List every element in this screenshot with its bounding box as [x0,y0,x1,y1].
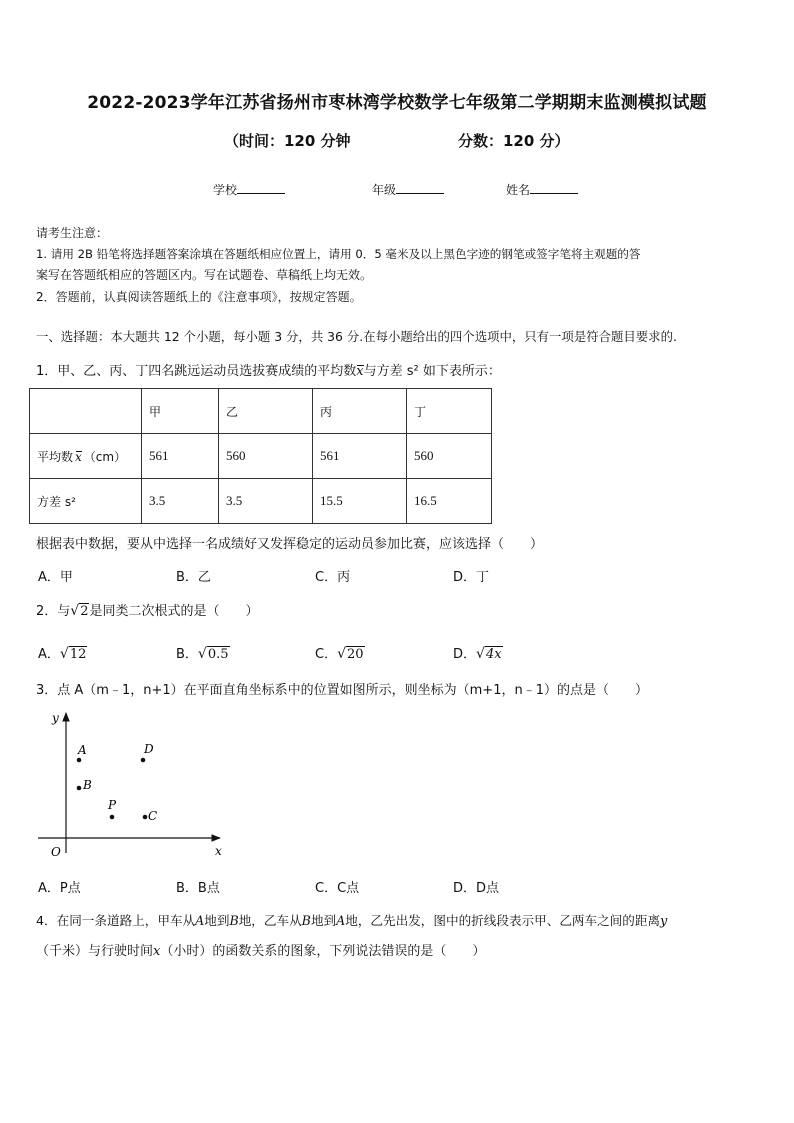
q1-followup: 根据表中数据，要从中选择一名成绩好又发挥稳定的运动员参加比赛，应该选择（ ） [36,537,544,552]
school-label: 学校 [213,183,238,197]
option-sqrt [476,646,503,662]
school-blank [237,182,285,194]
point-c-label: C [148,809,158,823]
q4-var-a: A [336,913,346,928]
notice-item1-line2: 案写在答题纸相应的答题区内。写在试题卷、草稿纸上均无效。 [36,268,373,282]
q4-text: 地到 [204,913,230,928]
radical-sign: √ [197,646,207,662]
point-a-label: A [78,743,87,757]
section-heading: 一、选择题：本大题共 12 个小题，每小题 3 分，共 36 分.在每小题给出的四个选项中，只有一项是符合题目要求的. [36,329,677,344]
name-field [506,181,578,198]
table-cell: 3.5 [219,479,313,524]
q2-stem-b: 是同类二次根式的是（ ） [89,604,259,619]
q1-option-c: C．丙 [315,570,351,585]
q3-option-b: B．B点 [176,881,220,896]
table-cell: 560 [219,434,313,479]
q1-option-a: A．甲 [38,570,73,585]
x-axis-label: x [215,844,222,858]
table-cell: 560 [407,434,492,479]
q1-option-b: B．乙 [176,570,211,585]
q4-text: 地到 [310,913,337,928]
radicand: 4x [485,647,502,662]
table-row [30,389,492,434]
option-label: A． [38,647,60,662]
q1-option-d: D．丁 [453,570,490,585]
point-d-label: D [144,742,154,756]
q3-option-c: C．C点 [315,881,360,896]
row-label-variance: 方差 s² [30,479,142,524]
q3-stem: 3．点 A（m﹣1，n+1）在平面直角坐标系中的位置如图所示，则坐标为（m+1，n﹣1）的点是（ ） [36,683,648,698]
q2-option-b [176,643,230,662]
q1-stem-xbar: x [356,364,364,379]
q4-var-b: B [301,913,311,928]
grade-label: 年级 [372,183,397,197]
option-label: B． [176,647,198,662]
q1-stem-a: 1．甲、乙、丙、丁四名跳远运动员选拔赛成绩的平均数 [36,364,357,379]
q4-text: 地，乙先出发，图中的折线段表示甲、乙两车之间的距离 [345,913,661,928]
notice-item2: 2．答题前，认真阅读答题纸上的《注意事项》，按规定答题。 [36,290,362,304]
row-label-mean-xbar: x [75,449,82,464]
radical-sign: √ [59,646,69,662]
q4-var-y: y [660,913,668,928]
point-b-label: B [83,778,92,792]
option-sqrt [337,646,364,662]
q2-stem [36,600,259,619]
name-label: 姓名 [506,183,531,197]
name-blank [530,182,578,194]
q3-option-a: A．P点 [38,881,81,896]
table-cell [30,389,142,434]
q4-text: （小时）的函数关系的图象，下列说法错误的是（ ） [160,944,486,959]
table-cell: 561 [313,434,407,479]
row-label-mean [30,434,142,479]
q2-option-d [453,643,503,662]
table-row [30,434,492,479]
q2-stem-a: 2．与 [36,604,71,619]
q1-stem-b: 与方差 s² 如下表所示： [363,364,501,379]
q4-var-b: B [229,913,239,928]
q1-stem [36,360,501,379]
table-header: 丁 [407,389,492,434]
radical-sign: √ [70,603,80,619]
q4-var-x: x [153,944,161,959]
point-p-label: P [108,798,117,812]
option-sqrt [60,646,87,662]
point-b [77,786,82,791]
table-header: 丙 [313,389,407,434]
radicand: 20 [347,647,364,662]
school-field [213,181,285,198]
radicand: 12 [69,647,87,662]
option-sqrt [198,646,230,662]
q4-stem-line1 [36,910,667,929]
q3-coordinate-graph [30,705,230,865]
y-axis-label: y [52,711,59,725]
point-p [110,815,115,820]
radical-sign: √ [476,646,485,662]
point-c [143,815,148,820]
page-title: 2022-2023学年江苏省扬州市枣林湾学校数学七年级第二学期期末监测模拟试题 [87,93,707,113]
grade-field [372,181,444,198]
q4-text: 地，乙车从 [238,913,302,928]
q3-option-d: D．D点 [453,881,500,896]
row-label-mean-b: （cm） [83,449,127,464]
origin-label: O [51,845,61,859]
radical-sign: √ [337,646,346,662]
table-header: 乙 [219,389,313,434]
score-label: 分数：120 分） [458,132,570,150]
point-a [77,758,82,763]
table-row [30,479,492,524]
q2-sqrt [70,603,89,619]
q2-option-c [315,643,365,662]
row-label-mean-a: 平均数 [37,449,74,464]
q4-text: （千米）与行驶时间 [36,944,154,959]
q4-stem-line2 [36,940,485,959]
point-d [141,758,146,763]
radicand: 0.5 [207,647,229,662]
table-cell: 16.5 [407,479,492,524]
q2-option-a [38,643,87,662]
option-label: C． [315,647,338,662]
q1-table [29,388,492,524]
notice-item1-line1: 1. 请用 2B 铅笔将选择题答案涂填在答题纸相应位置上，请用 0．5 毫米及以上黑色字迹的钢笔或签字笔将主观题的答 [36,247,641,261]
notice-heading: 请考生注意： [36,226,109,240]
table-cell: 15.5 [313,479,407,524]
table-cell: 3.5 [142,479,219,524]
grade-blank [396,182,444,194]
table-header: 甲 [142,389,219,434]
radicand: 2 [80,604,89,619]
q4-var-a: A [195,913,205,928]
option-label: D． [453,647,477,662]
time-label: （时间：120 分钟 [224,132,351,150]
q4-text: 4．在同一条道路上，甲车从 [36,913,196,928]
table-cell: 561 [142,434,219,479]
